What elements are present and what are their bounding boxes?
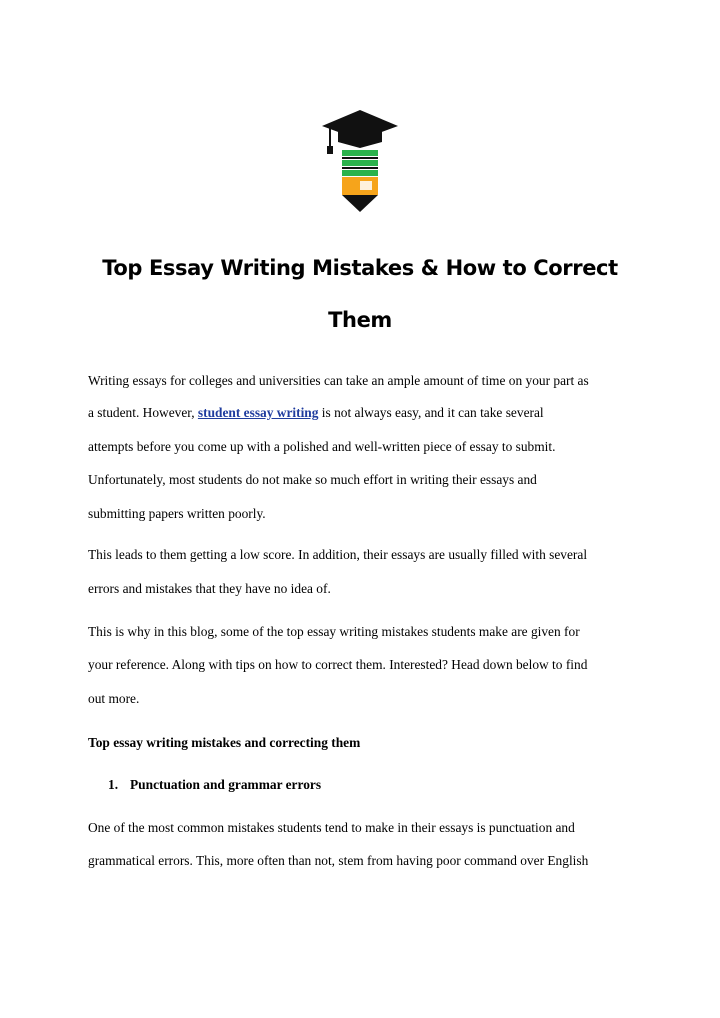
list-item-1-text: Punctuation and grammar errors xyxy=(130,777,322,792)
paragraph-1-line-5: submitting papers written poorly. xyxy=(88,506,266,521)
paragraph-2-line-2: errors and mistakes that they have no idea of. xyxy=(88,581,331,596)
paragraph-1-line-4: Unfortunately, most students do not make so much effort in writing their essays and xyxy=(88,472,537,487)
paragraph-4-line-2: grammatical errors. This, more often than not, stem from having poor command over English xyxy=(88,853,589,868)
paragraph-1-line-3: attempts before you come up with a polished and well-written piece of essay to submit. xyxy=(88,439,556,454)
paragraph-4-line-1: One of the most common mistakes students tend to make in their essays is punctuation and xyxy=(88,820,575,835)
paragraph-2-line-1: This leads to them getting a low score. In addition, their essays are usually filled with several xyxy=(88,547,588,562)
section-heading: Top essay writing mistakes and correcting them xyxy=(88,735,361,750)
paragraph-3-line-2: your reference. Along with tips on how to correct them. Interested? Head down below to find xyxy=(88,657,588,672)
paragraph-1-line-2 xyxy=(88,405,544,421)
paragraph-1-line-1: Writing essays for colleges and universities can take an ample amount of time on your part as xyxy=(88,373,589,388)
student-essay-writing-link[interactable]: student essay writing xyxy=(197,405,319,420)
list-item-1-number: 1. xyxy=(108,777,119,792)
paragraph-1-line-2-after: is not always easy, and it can take several xyxy=(318,405,544,420)
list-item-1 xyxy=(108,777,321,793)
title-line-2: Them xyxy=(328,308,392,332)
graduation-pencil-logo-icon xyxy=(308,108,412,214)
title-line-1: Top Essay Writing Mistakes & How to Correct xyxy=(102,256,618,280)
paragraph-1-line-2-before: a student. However, xyxy=(88,405,198,420)
paragraph-3-line-1: This is why in this blog, some of the top essay writing mistakes students make are given for xyxy=(88,624,580,639)
paragraph-3-line-3: out more. xyxy=(88,691,140,706)
